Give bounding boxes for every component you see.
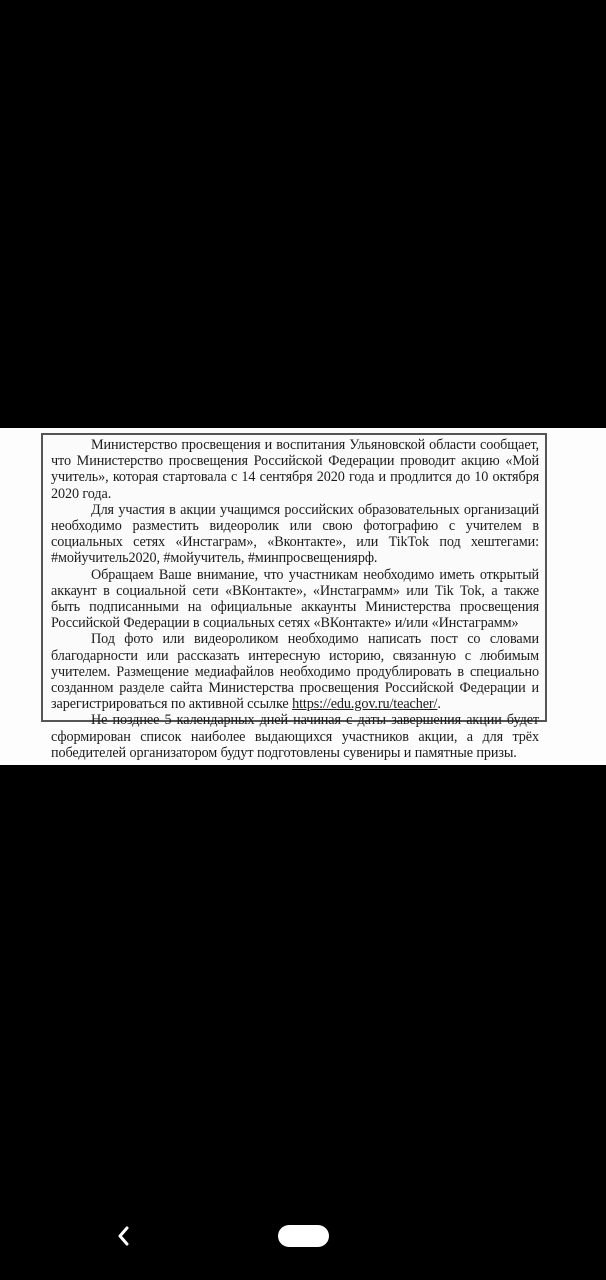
paragraph-attention: Обращаем Ваше внимание, что участникам необходимо иметь открытый аккаунт в социальной сети «ВКонтакте», «Инстаграмм» или Tik Tok, а также быть подписанными на официальные аккаунты Министерства просвещения Российской Федерации в социальных сетях «ВКонтакте» и/или «Инстаграмм» [51, 566, 539, 632]
paragraph-winners: Не позднее 5 календарных дней начиная с даты завершения акции будет сформирован список наиболее выдающихся участников акции, а для трёх победителей организатором будут подготовлены сувениры и памятные призы. [51, 712, 539, 761]
paragraph-intro: Министерство просвещения и воспитания Ульяновской области сообщает, что Министерство просвещения Российской Федерации проводит акцию «Мой учитель», которая стартовала с 14 сентября 2020 года и продлится до 10 октября 2020 года. [51, 437, 539, 502]
paragraph-participation: Для участия в акции учащимся российских образовательных организаций необходимо разместить видеоролик или свою фотографию с учителем в социальных сетях «Инстаграм», «Вконтакте», или TikTok под хештегами: #мойучитель2020, #мойучитель, #минпросвещенияpф. [51, 501, 539, 567]
paragraph-photo-post-text: Под фото или видеороликом необходимо написать пост со словами благодарности или рассказать интересную историю, связанную с любимым учителем. Размещение медиафайлов необходимо продублировать в специально созданном разделе сайта Министерства просвещения Российской Федерации и зарегистрироваться по активной ссылке [51, 631, 539, 713]
paragraph-photo-post [51, 631, 539, 712]
paragraph-photo-post-tail: . [437, 696, 441, 713]
back-button[interactable] [108, 1221, 138, 1251]
home-pill-button[interactable] [278, 1225, 329, 1247]
chevron-left-icon [116, 1225, 130, 1247]
document-photo [0, 428, 606, 765]
document-frame [41, 433, 547, 761]
teacher-link: https://edu.gov.ru/teacher/ [292, 696, 438, 713]
navigation-bar [0, 1194, 606, 1280]
